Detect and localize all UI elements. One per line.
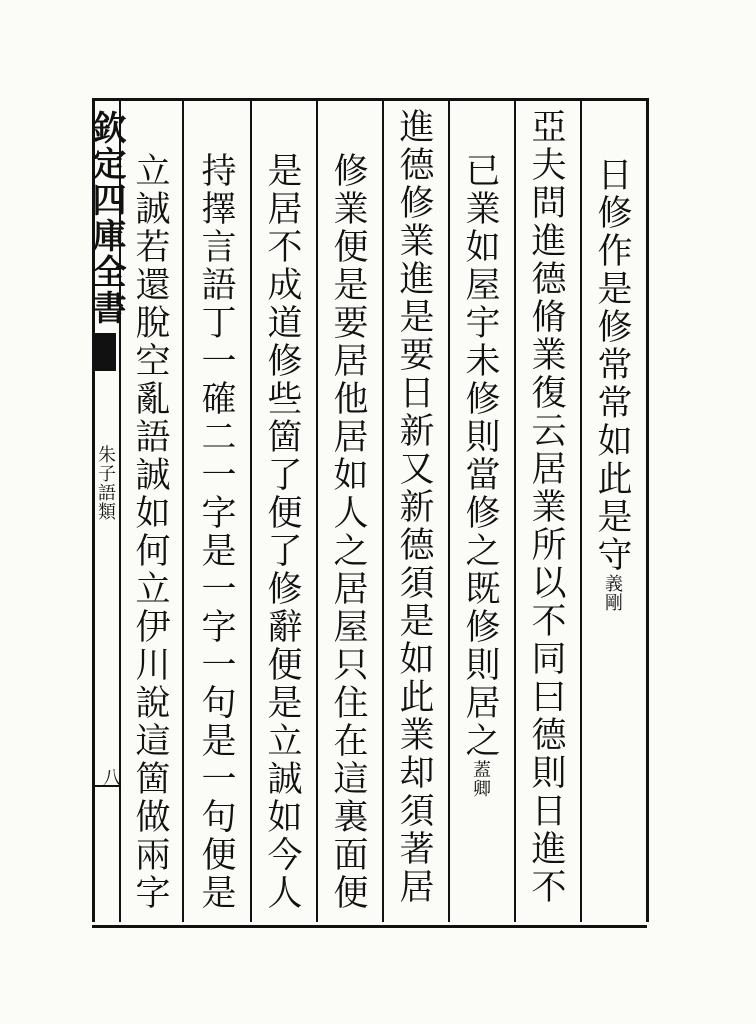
column-text: 亞夫問進德脩業復云居業所以不同曰德則日進不: [526, 108, 566, 906]
column-rule: [182, 98, 184, 922]
text-column: [394, 108, 434, 906]
column-text: 是居不成道修些箇了便了修辭便是立誠如今人: [262, 152, 302, 912]
column-text: 已業如屋宇未修則當修之既修則居之: [460, 152, 500, 760]
column-text: 立誠若還脫空亂語誠如何立伊川說這箇做兩字: [130, 152, 170, 912]
column-rule: [316, 98, 318, 922]
fish-tail-mark: [94, 333, 116, 371]
margin-title: 欽定四庫全書: [86, 110, 126, 326]
column-rule: [382, 98, 384, 922]
text-column: [130, 152, 170, 912]
text-column: [592, 156, 632, 612]
attribution-note: 蓋卿: [470, 760, 491, 798]
column-rule: [250, 98, 252, 922]
column-text: 進德修業進是要日新又新德須是如此業却須著居: [394, 108, 434, 906]
text-column: [460, 152, 500, 798]
column-text: 持擇言語丁一確二一字是一字一句是一句便是: [196, 152, 236, 912]
column-text: 日修作是修常常如此是守: [592, 156, 632, 574]
attribution-note: 義剛: [602, 574, 623, 612]
column-rule: [448, 98, 450, 922]
column-rule: [646, 98, 649, 922]
text-column: [196, 152, 236, 912]
column-rule: [514, 98, 516, 922]
margin-book-title: 朱子語類: [95, 445, 116, 521]
column-text: 修業便是要居他居如人之居屋只住在這裏面便: [328, 152, 368, 912]
text-column: [526, 108, 566, 906]
text-column: [262, 152, 302, 912]
text-column: [328, 152, 368, 912]
column-rule: [580, 98, 582, 922]
margin-page-number: 八: [100, 768, 121, 786]
margin-page-rule: [95, 785, 119, 787]
